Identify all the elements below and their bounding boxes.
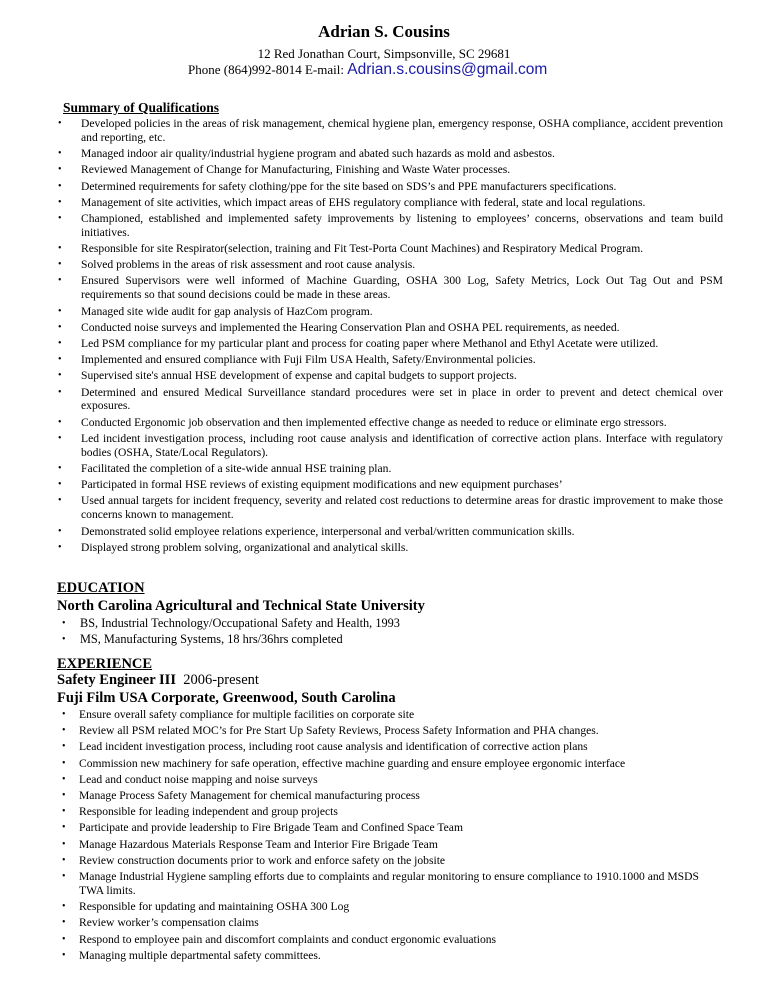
summary-item <box>58 432 723 460</box>
summary-list <box>58 117 723 557</box>
bullet-icon: • <box>62 871 66 883</box>
education-item-text: MS, Manufacturing Systems, 18 hrs/36hrs completed <box>80 631 343 646</box>
duty-item <box>62 949 722 963</box>
summary-item-text: Facilitated the completion of a site-wide annual HSE training plan. <box>81 461 392 475</box>
bullet-icon: • <box>58 354 62 366</box>
duty-item <box>62 708 722 722</box>
summary-item-text: Conducted noise surveys and implemented the Hearing Conservation Plan and OSHA PEL requirements, as needed. <box>81 320 620 334</box>
summary-item <box>58 305 723 319</box>
job-title-line <box>57 672 259 689</box>
education-title: EDUCATION <box>57 580 145 596</box>
duty-item <box>62 821 722 835</box>
bullet-icon: • <box>58 243 62 255</box>
bullet-icon: • <box>58 495 62 507</box>
summary-item-text: Managed indoor air quality/industrial hygiene program and abated such hazards as mold and asbestos. <box>81 147 555 161</box>
bullet-icon: • <box>62 790 66 802</box>
bullet-icon: • <box>58 416 62 428</box>
phone-label: Phone (864)992-8014 E-mail: <box>188 62 348 77</box>
resume-contact-line <box>188 61 547 79</box>
education-list <box>62 616 400 647</box>
summary-item <box>58 337 723 351</box>
summary-item <box>58 147 723 161</box>
bullet-icon: • <box>58 180 62 192</box>
bullet-icon: • <box>58 432 62 444</box>
education-item <box>62 632 400 648</box>
summary-item-text: Supervised site's annual HSE development of expense and capital budgets to support projects. <box>81 369 517 383</box>
duty-item <box>62 773 722 787</box>
summary-item <box>58 369 723 383</box>
duty-item-text: Manage Industrial Hygiene sampling efforts due to complaints and regular monitoring to ensure compliance to 1910.1000 and MSDS TWA limits. <box>79 870 699 897</box>
duty-item <box>62 900 722 914</box>
duty-item-text: Manage Process Safety Management for chemical manufacturing process <box>79 789 420 803</box>
summary-item <box>58 416 723 430</box>
duty-item <box>62 916 722 930</box>
summary-item-text: Conducted Ergonomic job observation and then implemented effective change as needed to reduce or eliminate ergo stressors. <box>81 415 667 429</box>
resume-address: 12 Red Jonathan Court, Simpsonville, SC 29681 <box>257 46 511 61</box>
bullet-icon: • <box>62 633 66 645</box>
summary-title: Summary of Qualifications <box>63 100 220 115</box>
summary-item <box>58 478 723 492</box>
summary-item-text: Demonstrated solid employee relations experience, interpersonal and verbal/written communication skills. <box>81 524 575 538</box>
duty-item <box>62 933 722 947</box>
duty-item-text: Ensure overall safety compliance for multiple facilities on corporate site <box>79 708 415 721</box>
bullet-icon: • <box>58 275 62 287</box>
duty-item <box>62 838 722 852</box>
summary-item-text: Developed policies in the areas of risk management, chemical hygiene plan, emergency response, OSHA compliance, accident prevention and reporting, etc. <box>81 117 723 144</box>
summary-item-text: Solved problems in the areas of risk assessment and root cause analysis. <box>81 258 416 272</box>
summary-item-text: Led incident investigation process, including root cause analysis and identification of corrective action plans. Interface with regulatory bodies (OSHA, State/Local Regulators). <box>81 431 723 459</box>
bullet-icon: • <box>58 386 62 398</box>
bullet-icon: • <box>58 321 62 333</box>
bullet-icon: • <box>58 337 62 349</box>
summary-item-text: Reviewed Management of Change for Manufacturing, Finishing and Waste Water processes. <box>81 163 511 177</box>
summary-item <box>58 242 723 256</box>
duty-item <box>62 724 722 738</box>
bullet-icon: • <box>62 741 66 753</box>
duty-item <box>62 854 722 868</box>
summary-item <box>58 180 723 194</box>
duty-item-text: Review construction documents prior to work and enforce safety on the jobsite <box>79 853 446 867</box>
summary-item <box>58 494 723 522</box>
bullet-icon: • <box>62 901 66 913</box>
bullet-icon: • <box>58 462 62 474</box>
job-dates: 2006-present <box>183 672 259 688</box>
bullet-icon: • <box>62 822 66 834</box>
duty-item <box>62 870 722 898</box>
duty-item-text: Review all PSM related MOC’s for Pre Start Up Safety Reviews, Process Safety Information and PHA changes. <box>79 724 599 738</box>
education-item <box>62 616 400 632</box>
duty-item <box>62 757 722 771</box>
duty-item-text: Managing multiple departmental safety committees. <box>79 948 321 962</box>
bullet-icon: • <box>58 148 62 160</box>
summary-item <box>58 117 723 145</box>
bullet-icon: • <box>62 917 66 929</box>
education-item-text: BS, Industrial Technology/Occupational Safety and Health, 1993 <box>80 616 400 630</box>
summary-item-text: Ensured Supervisors were well informed of Machine Guarding, OSHA 300 Log, Safety Metrics, Lock Out Tag Out and PSM requirements so that sound decisions could be made in these areas. <box>81 274 723 302</box>
duty-item-text: Participate and provide leadership to Fire Brigade Team and Confined Space Team <box>79 821 463 835</box>
duty-item-text: Lead and conduct noise mapping and noise surveys <box>79 772 318 786</box>
summary-item-text: Managed site wide audit for gap analysis of HazCom program. <box>81 304 373 318</box>
duty-item-text: Commission new machinery for safe operation, effective machine guarding and ensure employee ergonomic interface <box>79 756 626 770</box>
summary-item-text: Management of site activities, which impact areas of EHS regulatory compliance with federal, state and local regulations. <box>81 195 646 209</box>
summary-item <box>58 274 723 302</box>
job-company: Fuji Film USA Corporate, Greenwood, South Carolina <box>57 690 396 706</box>
bullet-icon: • <box>62 933 66 945</box>
email-link[interactable]: Adrian.s.cousins@gmail.com <box>347 61 548 78</box>
bullet-icon: • <box>58 541 62 553</box>
summary-item-text: Determined requirements for safety clothing/ppe for the site based on SDS’s and PPE manufacturers specifications. <box>81 179 617 193</box>
summary-item <box>58 525 723 539</box>
summary-item-text: Championed, established and implemented safety improvements by listening to employees’ concerns, observations and team build initiatives. <box>81 211 723 239</box>
summary-item <box>58 258 723 272</box>
bullet-icon: • <box>62 806 66 818</box>
bullet-icon: • <box>58 370 62 382</box>
duty-item-text: Respond to employee pain and discomfort complaints and conduct ergonomic evaluations <box>79 932 497 946</box>
duty-item-text: Review worker’s compensation claims <box>79 916 259 930</box>
bullet-icon: • <box>58 305 62 317</box>
summary-item <box>58 321 723 335</box>
summary-item <box>58 386 723 414</box>
resume-name: Adrian S. Cousins <box>318 22 450 41</box>
summary-item-text: Responsible for site Respirator(selection, training and Fit Test-Porta Count Machines) and Respiratory Medical Program. <box>81 242 644 256</box>
duty-item-text: Manage Hazardous Materials Response Team and Interior Fire Brigade Team <box>79 837 438 851</box>
summary-item <box>58 353 723 367</box>
education-school: North Carolina Agricultural and Technical State University <box>57 598 425 614</box>
bullet-icon: • <box>62 709 66 720</box>
duty-item-text: Responsible for leading independent and group projects <box>79 805 338 819</box>
bullet-icon: • <box>62 854 66 866</box>
duties-list <box>62 708 722 965</box>
experience-title: EXPERIENCE <box>57 656 153 672</box>
bullet-icon: • <box>58 118 62 129</box>
summary-item <box>58 541 723 555</box>
duty-item-text: Lead incident investigation process, including root cause analysis and identification of corrective action plans <box>79 740 588 754</box>
summary-item <box>58 462 723 476</box>
bullet-icon: • <box>58 525 62 537</box>
bullet-icon: • <box>62 757 66 769</box>
duty-item <box>62 740 722 754</box>
job-title: Safety Engineer III <box>57 672 176 688</box>
summary-item-text: Determined and ensured Medical Surveillance standard procedures were set in place in order to prevent and detect chemical over exposures. <box>81 385 723 413</box>
duty-item-text: Responsible for updating and maintaining OSHA 300 Log <box>79 900 350 914</box>
bullet-icon: • <box>58 212 62 224</box>
summary-item-text: Participated in formal HSE reviews of existing equipment modifications and new equipment purchases’ <box>81 478 563 492</box>
bullet-icon: • <box>62 838 66 850</box>
bullet-icon: • <box>58 259 62 271</box>
summary-item-text: Led PSM compliance for my particular plant and process for coating paper where Methanol and Ethyl Acetate were utilized. <box>81 336 659 350</box>
summary-item-text: Displayed strong problem solving, organizational and analytical skills. <box>81 540 409 554</box>
summary-item-text: Implemented and ensured compliance with Fuji Film USA Health, Safety/Environmental policies. <box>81 353 536 367</box>
duty-item <box>62 805 722 819</box>
summary-item <box>58 212 723 240</box>
summary-item <box>58 163 723 177</box>
bullet-icon: • <box>62 725 66 737</box>
bullet-icon: • <box>62 949 66 961</box>
bullet-icon: • <box>58 479 62 491</box>
bullet-icon: • <box>62 618 66 629</box>
bullet-icon: • <box>58 196 62 208</box>
bullet-icon: • <box>58 164 62 176</box>
summary-item <box>58 196 723 210</box>
summary-item-text: Used annual targets for incident frequency, severity and related cost reductions to determine areas for drastic improvement to make those concerns known to management. <box>81 494 723 522</box>
bullet-icon: • <box>62 773 66 785</box>
duty-item <box>62 789 722 803</box>
